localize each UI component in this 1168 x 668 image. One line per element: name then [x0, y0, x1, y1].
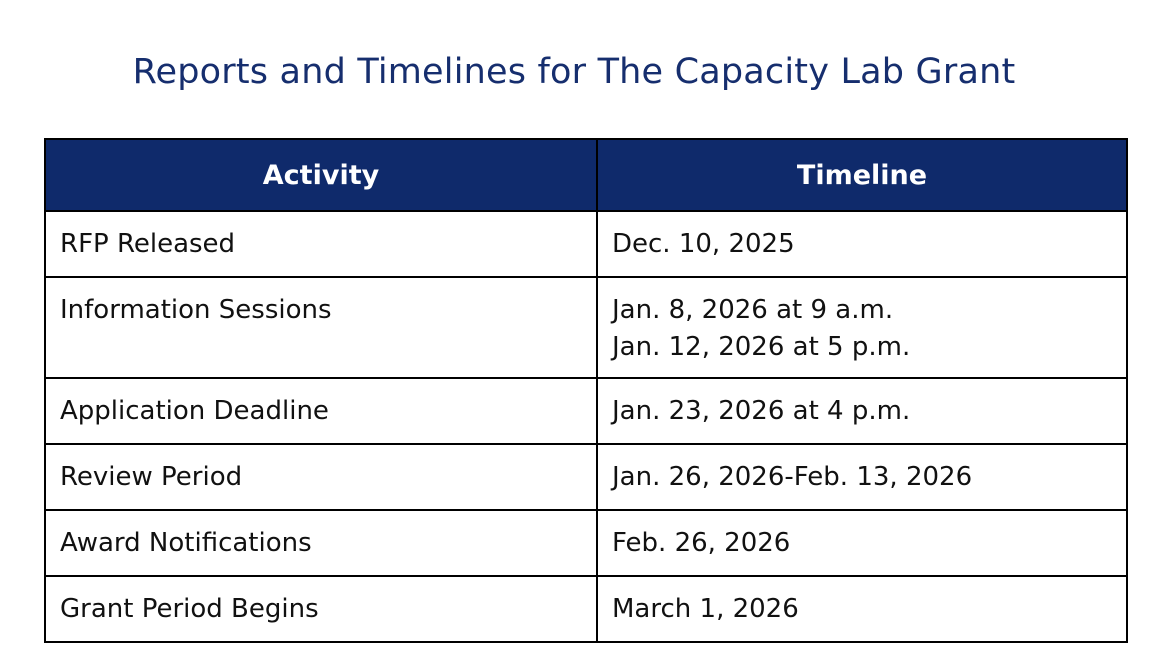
timeline-line: Jan. 12, 2026 at 5 p.m. [612, 332, 911, 362]
activity-cell: Review Period [45, 444, 597, 510]
table-row [45, 510, 1127, 576]
timeline-cell [597, 576, 1127, 642]
timeline-line: Dec. 10, 2025 [612, 229, 795, 259]
table-row [45, 444, 1127, 510]
timeline-line: Jan. 26, 2026-Feb. 13, 2026 [612, 462, 973, 492]
activity-cell: Award Notifications [45, 510, 597, 576]
table-row [45, 378, 1127, 444]
timeline-cell [597, 211, 1127, 277]
timeline-cell [597, 510, 1127, 576]
page-title: Reports and Timelines for The Capacity Lab Grant [132, 52, 1016, 92]
table-row [45, 277, 1127, 378]
table-row [45, 211, 1127, 277]
table-header-row [45, 139, 1127, 211]
column-header-timeline: Timeline [597, 139, 1127, 211]
timeline-table [44, 138, 1128, 643]
timeline-line: Jan. 8, 2026 at 9 a.m. [612, 295, 894, 325]
activity-cell: Grant Period Begins [45, 576, 597, 642]
column-header-activity: Activity [45, 139, 597, 211]
timeline-line: March 1, 2026 [612, 594, 799, 624]
timeline-cell [597, 378, 1127, 444]
activity-cell: RFP Released [45, 211, 597, 277]
timeline-cell [597, 277, 1127, 378]
timeline-cell [597, 444, 1127, 510]
activity-cell: Information Sessions [45, 277, 597, 378]
timeline-line: Feb. 26, 2026 [612, 528, 791, 558]
table-row [45, 576, 1127, 642]
timeline-line: Jan. 23, 2026 at 4 p.m. [612, 396, 911, 426]
activity-cell: Application Deadline [45, 378, 597, 444]
